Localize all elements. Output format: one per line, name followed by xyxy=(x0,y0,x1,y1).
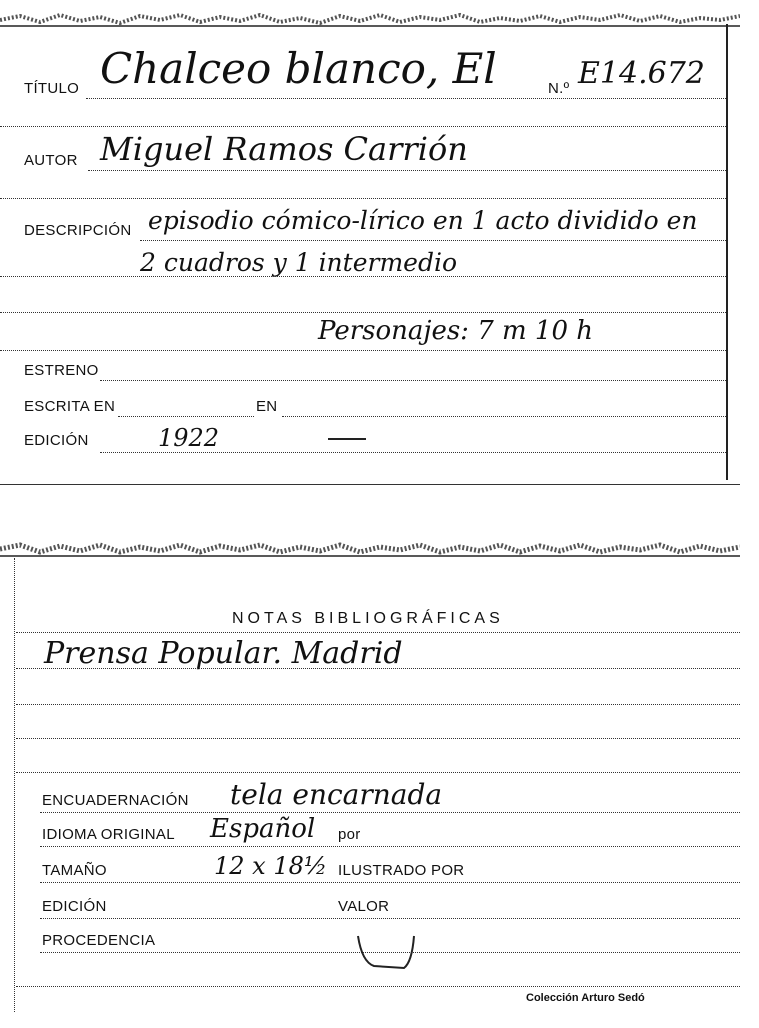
numero-value: E14.672 xyxy=(578,56,705,91)
titulo-label: TÍTULO xyxy=(24,80,80,97)
card-left-edge xyxy=(14,558,16,1012)
escrita-en-label: ESCRITA EN xyxy=(24,398,116,415)
estreno-label: ESTRENO xyxy=(24,362,99,379)
procedencia-label: PROCEDENCIA xyxy=(42,932,156,949)
encuadernacion-value: tela encarnada xyxy=(230,778,443,811)
coleccion-signature: Colección Arturo Sedó xyxy=(526,992,645,1004)
idioma-label: IDIOMA ORIGINAL xyxy=(42,826,175,843)
autor-value: Miguel Ramos Carrión xyxy=(100,130,468,168)
descripcion-label: DESCRIPCIÓN xyxy=(24,222,132,239)
descripcion-line2: 2 cuadros y 1 intermedio xyxy=(140,248,458,277)
torn-top-edge-back xyxy=(0,540,740,558)
descripcion-line1: episodio cómico-lírico en 1 acto dividido en xyxy=(148,206,698,235)
valor-label: VALOR xyxy=(338,898,390,915)
card-front xyxy=(0,0,740,490)
encuadernacion-label: ENCUADERNACIÓN xyxy=(42,792,189,809)
tamano-value: 12 x 18½ xyxy=(214,852,328,880)
card-right-edge xyxy=(726,24,728,480)
bracket-mark xyxy=(354,932,424,976)
card-back xyxy=(0,540,740,1016)
autor-label: AUTOR xyxy=(24,152,78,169)
card-bottom-edge xyxy=(0,484,740,485)
en-label: EN xyxy=(256,398,278,415)
por-label: por xyxy=(338,826,361,843)
titulo-value: Chalceo blanco, El xyxy=(100,44,497,93)
edicion-back-label: EDICIÓN xyxy=(42,898,107,915)
nota-value: Prensa Popular. Madrid xyxy=(44,636,403,671)
torn-top-edge xyxy=(0,10,740,28)
personajes-note: Personajes: 7 m 10 h xyxy=(318,316,594,346)
ilustrado-label: ILUSTRADO POR xyxy=(338,862,465,879)
notas-heading: NOTAS BIBLIOGRÁFICAS xyxy=(232,610,504,627)
idioma-value: Español xyxy=(210,814,316,844)
dash-mark xyxy=(328,438,366,440)
tamano-label: TAMAÑO xyxy=(42,862,107,879)
edicion-value: 1922 xyxy=(158,424,220,452)
numero-label: N.º xyxy=(548,80,570,97)
edicion-label: EDICIÓN xyxy=(24,432,89,449)
